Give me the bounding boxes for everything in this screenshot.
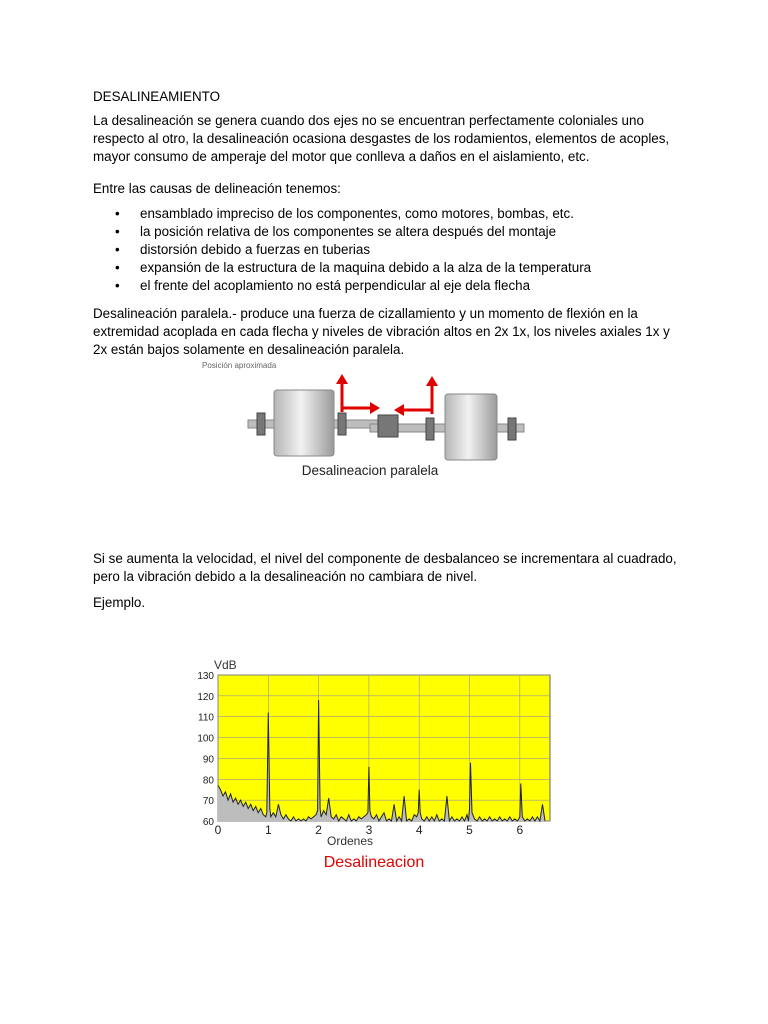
- list-item: [93, 277, 591, 295]
- force-arrows: [342, 382, 432, 414]
- y-tick-label: 110: [198, 712, 214, 724]
- x-axis-label: Ordenes: [326, 834, 374, 848]
- x-tick-label: 2: [315, 823, 322, 837]
- y-tick-label: 90: [202, 754, 214, 766]
- intro-paragraph: La desalineación se genera cuando dos ejes no se encuentran perfectamente coloniales uno respecto al otro, la desalineación ocasiona desgastes de los rodamientos, elementos de acoples, mayor consumo de amperaje del motor que conlleva a daños en el aislamiento, etc.: [93, 113, 670, 164]
- y-tick-label: 80: [202, 775, 214, 787]
- list-item: [93, 259, 591, 277]
- diagram-caption: Desalineacion paralela: [301, 463, 439, 478]
- bullet-icon: •: [115, 206, 120, 221]
- left-coupling-bearing: [338, 413, 346, 435]
- list-item: [93, 205, 591, 223]
- right-coupling-bearing: [426, 418, 434, 440]
- left-bearing: [257, 413, 265, 435]
- list-item: [93, 223, 591, 241]
- left-rotor: [274, 390, 334, 456]
- bullet-icon: •: [115, 260, 120, 275]
- coupling: [378, 415, 398, 437]
- list-item: [93, 241, 591, 259]
- list-item-text: distorsión debido a fuerzas en tuberias: [140, 242, 371, 257]
- list-item-text: expansión de la estructura de la maquina debido a la alza de la temperatura: [140, 260, 592, 275]
- misalignment-spectrum-chart: [188, 655, 560, 875]
- y-tick-label: 70: [202, 796, 214, 808]
- x-tick-label: 1: [264, 823, 272, 837]
- speed-paragraph: Si se aumenta la velocidad, el nivel del componente de desbalanceo se incrementara al cuadrado, pero la vibración debido a la desalineación no cambiara de nivel.: [93, 551, 677, 584]
- x-tick-label: 6: [516, 823, 524, 837]
- x-tick-label: 4: [415, 823, 423, 837]
- parallel-misalignment-paragraph: Desalineación paralela.- produce una fuerza de cizallamiento y un momento de flexión en la extremidad acoplada en cada flecha y niveles de vibración altos en 2x 1x, los niveles axiales 1x y 2x están bajos solamente en desalineación paralela.: [93, 306, 670, 357]
- chart-title: Desalineacion: [323, 854, 425, 871]
- x-tick-label: 0: [214, 823, 222, 837]
- right-rotor: [445, 394, 497, 460]
- bullet-icon: •: [115, 224, 120, 239]
- cropped-label: Posición aproximada: [202, 362, 277, 370]
- causes-heading: Entre las causas de delineación tenemos:: [93, 181, 341, 196]
- bullet-icon: •: [115, 242, 120, 257]
- y-tick-label: 120: [197, 691, 214, 703]
- right-bearing: [508, 418, 516, 440]
- list-item-text: la posición relativa de los componentes se altera después del montaje: [140, 224, 557, 239]
- y-tick-label: 60: [202, 817, 214, 828]
- parallel-misalignment-diagram: [200, 362, 540, 482]
- y-axis-label: VdB: [214, 658, 237, 672]
- causes-list: [93, 205, 591, 295]
- list-item-text: el frente del acoplamiento no está perpendicular al eje dela flecha: [140, 278, 531, 293]
- page-title: DESALINEAMIENTO: [93, 89, 220, 104]
- example-label: Ejemplo.: [93, 595, 146, 610]
- x-tick-label: 3: [365, 823, 373, 837]
- x-tick-label: 5: [466, 823, 473, 837]
- y-tick-label: 100: [197, 733, 214, 745]
- bullet-icon: •: [115, 278, 120, 293]
- list-item-text: ensamblado impreciso de los componentes, como motores, bombas, etc.: [140, 206, 574, 221]
- y-tick-label: 130: [197, 671, 214, 682]
